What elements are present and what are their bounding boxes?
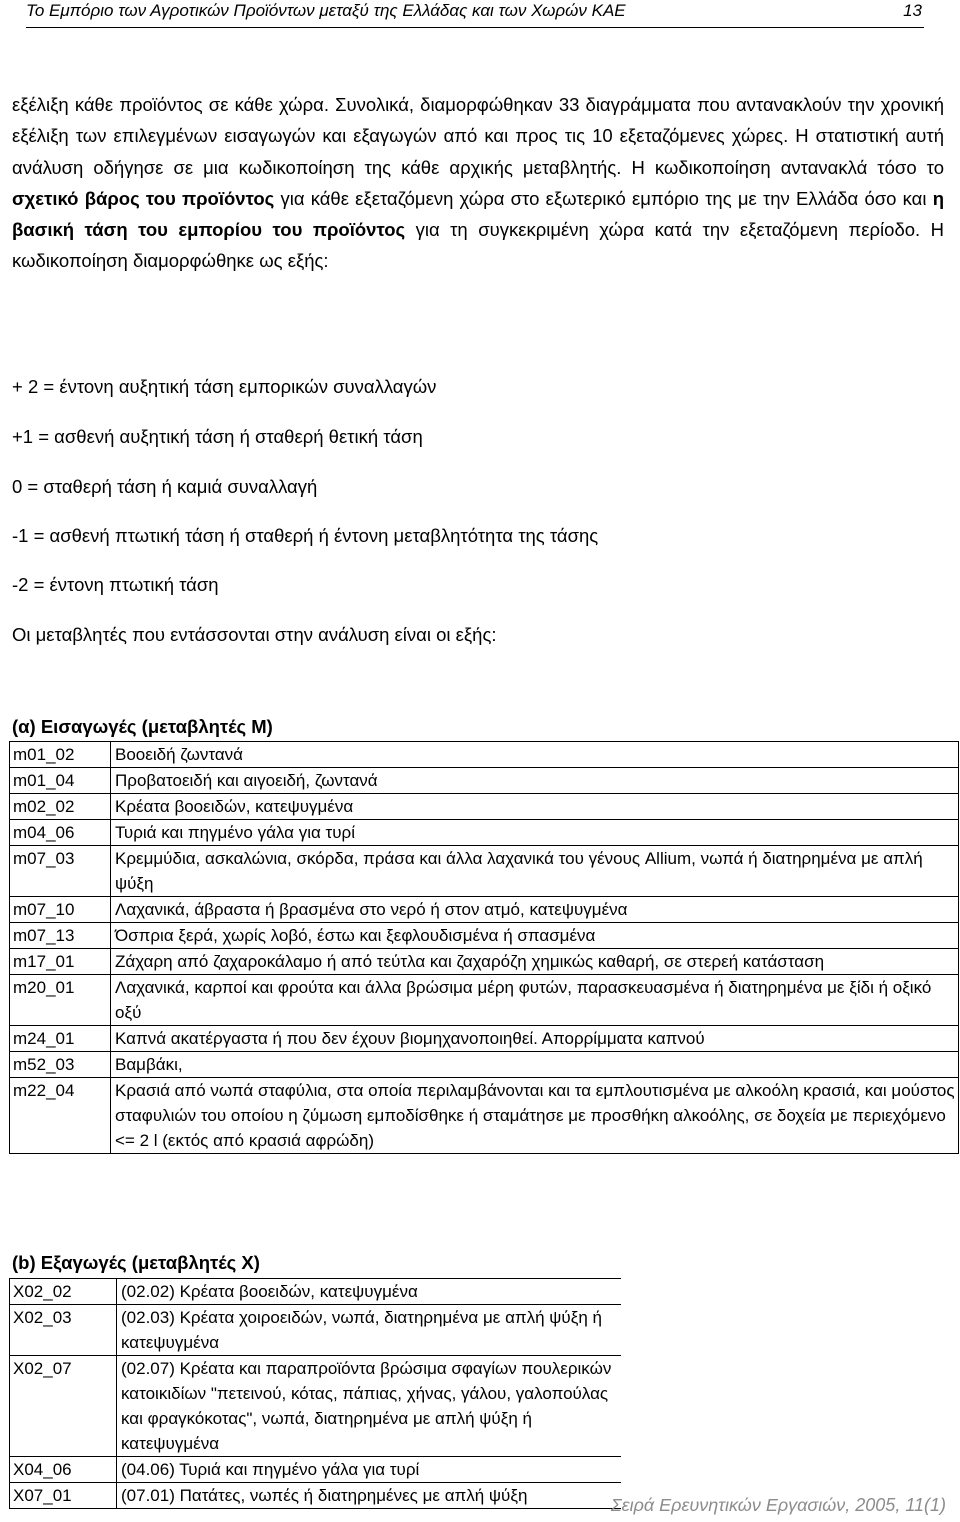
paragraph-part-3: για τη συγκεκριμένη χώρα κατά την εξεταζόμενη περίοδο. Η κωδικοποίηση διαμορφώθηκε ως εξής: <box>12 219 944 272</box>
variable-code: m01_04 <box>10 768 111 794</box>
variable-code: m04_06 <box>10 820 111 846</box>
paragraph-text <box>12 89 944 277</box>
variable-description: Λαχανικά, καρποί και φρούτα και άλλα βρώσιμα μέρη φυτών, παρασκευασμένα ή διατηρημένα με ξίδι ή οξικό οξύ <box>111 975 959 1026</box>
table-row <box>10 1052 959 1078</box>
page-header <box>26 0 924 28</box>
variable-description: Βοοειδή ζωντανά <box>111 742 959 768</box>
table-row <box>10 1457 622 1483</box>
table-row <box>10 768 959 794</box>
variable-description: (04.06) Τυριά και πηγμένο γάλα για τυρί <box>117 1457 622 1483</box>
variable-code: m20_01 <box>10 975 111 1026</box>
variable-code: m07_03 <box>10 846 111 897</box>
variable-code: m24_01 <box>10 1026 111 1052</box>
variable-description: Λαχανικά, άβραστα ή βρασμένα στο νερό ή στον ατμό, κατεψυγμένα <box>111 897 959 923</box>
page-footer: Σειρά Ερευνητικών Εργασιών, 2005, 11(1) <box>610 1495 946 1515</box>
coding-minus-2: -2 = έντονη πτωτική τάση <box>12 574 219 595</box>
table-row <box>10 923 959 949</box>
variable-code: X02_02 <box>10 1279 117 1305</box>
variable-description: Κρεμμύδια, ασκαλώνια, σκόρδα, πράσα και άλλα λαχανικά του γένους Allium, νωπά ή διατηρημένα με απλή ψύξη <box>111 846 959 897</box>
variable-description: Βαμβάκι, <box>111 1052 959 1078</box>
table-row <box>10 1483 622 1509</box>
table-row <box>10 1026 959 1052</box>
imports-table <box>9 741 959 1154</box>
variable-code: X02_07 <box>10 1356 117 1457</box>
variable-description: Ζάχαρη από ζαχαροκάλαμο ή από τεύτλα και ζαχαρόζη χημικώς καθαρή, σε στερεή κατάσταση <box>111 949 959 975</box>
coding-zero: 0 = σταθερή τάση ή καμιά συναλλαγή <box>12 476 318 497</box>
variable-code: m52_03 <box>10 1052 111 1078</box>
table-row <box>10 1078 959 1154</box>
variable-code: m07_13 <box>10 923 111 949</box>
variable-description: (07.01) Πατάτες, νωπές ή διατηρημένες με απλή ψύξη <box>117 1483 622 1509</box>
exports-table <box>9 1278 621 1509</box>
variables-intro: Οι μεταβλητές που εντάσσονται στην ανάλυση είναι οι εξής: <box>12 624 497 645</box>
variable-description: Τυριά και πηγμένο γάλα για τυρί <box>111 820 959 846</box>
variable-description: (02.02) Κρέατα βοοειδών, κατεψυγμένα <box>117 1279 622 1305</box>
variable-description: (02.03) Κρέατα χοιροειδών, νωπά, διατηρημένα με απλή ψύξη ή κατεψυγμένα <box>117 1305 622 1356</box>
variable-description: Προβατοειδή και αιγοειδή, ζωντανά <box>111 768 959 794</box>
variable-code: m22_04 <box>10 1078 111 1154</box>
variable-description: Κρέατα βοοειδών, κατεψυγμένα <box>111 794 959 820</box>
variable-code: X02_03 <box>10 1305 117 1356</box>
variable-code: X07_01 <box>10 1483 117 1509</box>
variable-code: m07_10 <box>10 897 111 923</box>
imports-title: (α) Εισαγωγές (μεταβλητές Μ) <box>12 716 273 737</box>
variable-code: m17_01 <box>10 949 111 975</box>
table-row <box>10 794 959 820</box>
coding-minus-1: -1 = ασθενή πτωτική τάση ή σταθερή ή έντονη μεταβλητότητα της τάσης <box>12 525 599 546</box>
table-row <box>10 1279 622 1305</box>
table-row <box>10 1305 622 1356</box>
variable-code: m02_02 <box>10 794 111 820</box>
page-number: 13 <box>903 1 922 20</box>
variable-description: (02.07) Κρέατα και παραπροϊόντα βρώσιμα σφαγίων πουλερικών κατοικιδίων "πετεινού, κότας, πάπιας, χήνας, γάλου, γαλοπούλας και φραγκόκοτας", νωπά, διατηρημένα με απλή ψύξη ή κατεψυγμένα <box>117 1356 622 1457</box>
paragraph-part-1: εξέλιξη κάθε προϊόντος σε κάθε χώρα. Συνολικά, διαμορφώθηκαν 33 διαγράμματα που αντανακλούν την χρονική εξέλιξη των επιλεγμένων εισαγωγών και εξαγωγών από και προς τις 10 εξεταζόμενες χώρες. Η στατιστική αυτή ανάλυση οδήγησε σε μια κωδικοποίηση της κάθε αρχικής μεταβλητής. Η κωδικοποίηση αντανακλά τόσο το <box>12 94 944 178</box>
table-row <box>10 897 959 923</box>
bold-main-trend: η βασική τάση του εμπορίου του προϊόντος <box>12 187 944 241</box>
table-row <box>10 820 959 846</box>
variable-code: m01_02 <box>10 742 111 768</box>
table-row <box>10 975 959 1026</box>
table-row <box>10 949 959 975</box>
coding-plus-2: + 2 = έντονη αυξητική τάση εμπορικών συναλλαγών <box>12 376 437 397</box>
variable-description: Καπνά ακατέργαστα ή που δεν έχουν βιομηχανοποιηθεί. Απορρίμματα καπνού <box>111 1026 959 1052</box>
paragraph-part-2: για κάθε εξεταζόμενη χώρα στο εξωτερικό εμπόριο της με την Ελλάδα όσο και <box>274 187 933 209</box>
bold-relative-weight: σχετικό βάρος του προϊόντος <box>12 187 275 209</box>
variable-description: Όσπρια ξερά, χωρίς λοβό, έστω και ξεφλουδισμένα ή σπασμένα <box>111 923 959 949</box>
coding-plus-1: +1 = ασθενή αυξητική τάση ή σταθερή θετική τάση <box>12 426 423 447</box>
table-row <box>10 742 959 768</box>
body-paragraph <box>12 89 944 277</box>
table-row <box>10 846 959 897</box>
table-row <box>10 1356 622 1457</box>
variable-code: X04_06 <box>10 1457 117 1483</box>
variable-description: Κρασιά από νωπά σταφύλια, στα οποία περιλαμβάνονται και τα εμπλουτισμένα με αλκοόλη κρασιά, και μούστος σταφυλιών του οποίου η ζύμωση εμποδίσθηκε ή σταμάτησε με προσθήκη αλκοόλης, σε δοχεία με περιεχόμενο <= 2 l (εκτός από κρασιά αφρώδη) <box>111 1078 959 1154</box>
header-title: Το Εμπόριο των Αγροτικών Προϊόντων μεταξύ της Ελλάδας και των Χωρών ΚΑΕ <box>26 1 626 20</box>
exports-title: (b) Εξαγωγές (μεταβλητές Χ) <box>12 1252 260 1273</box>
